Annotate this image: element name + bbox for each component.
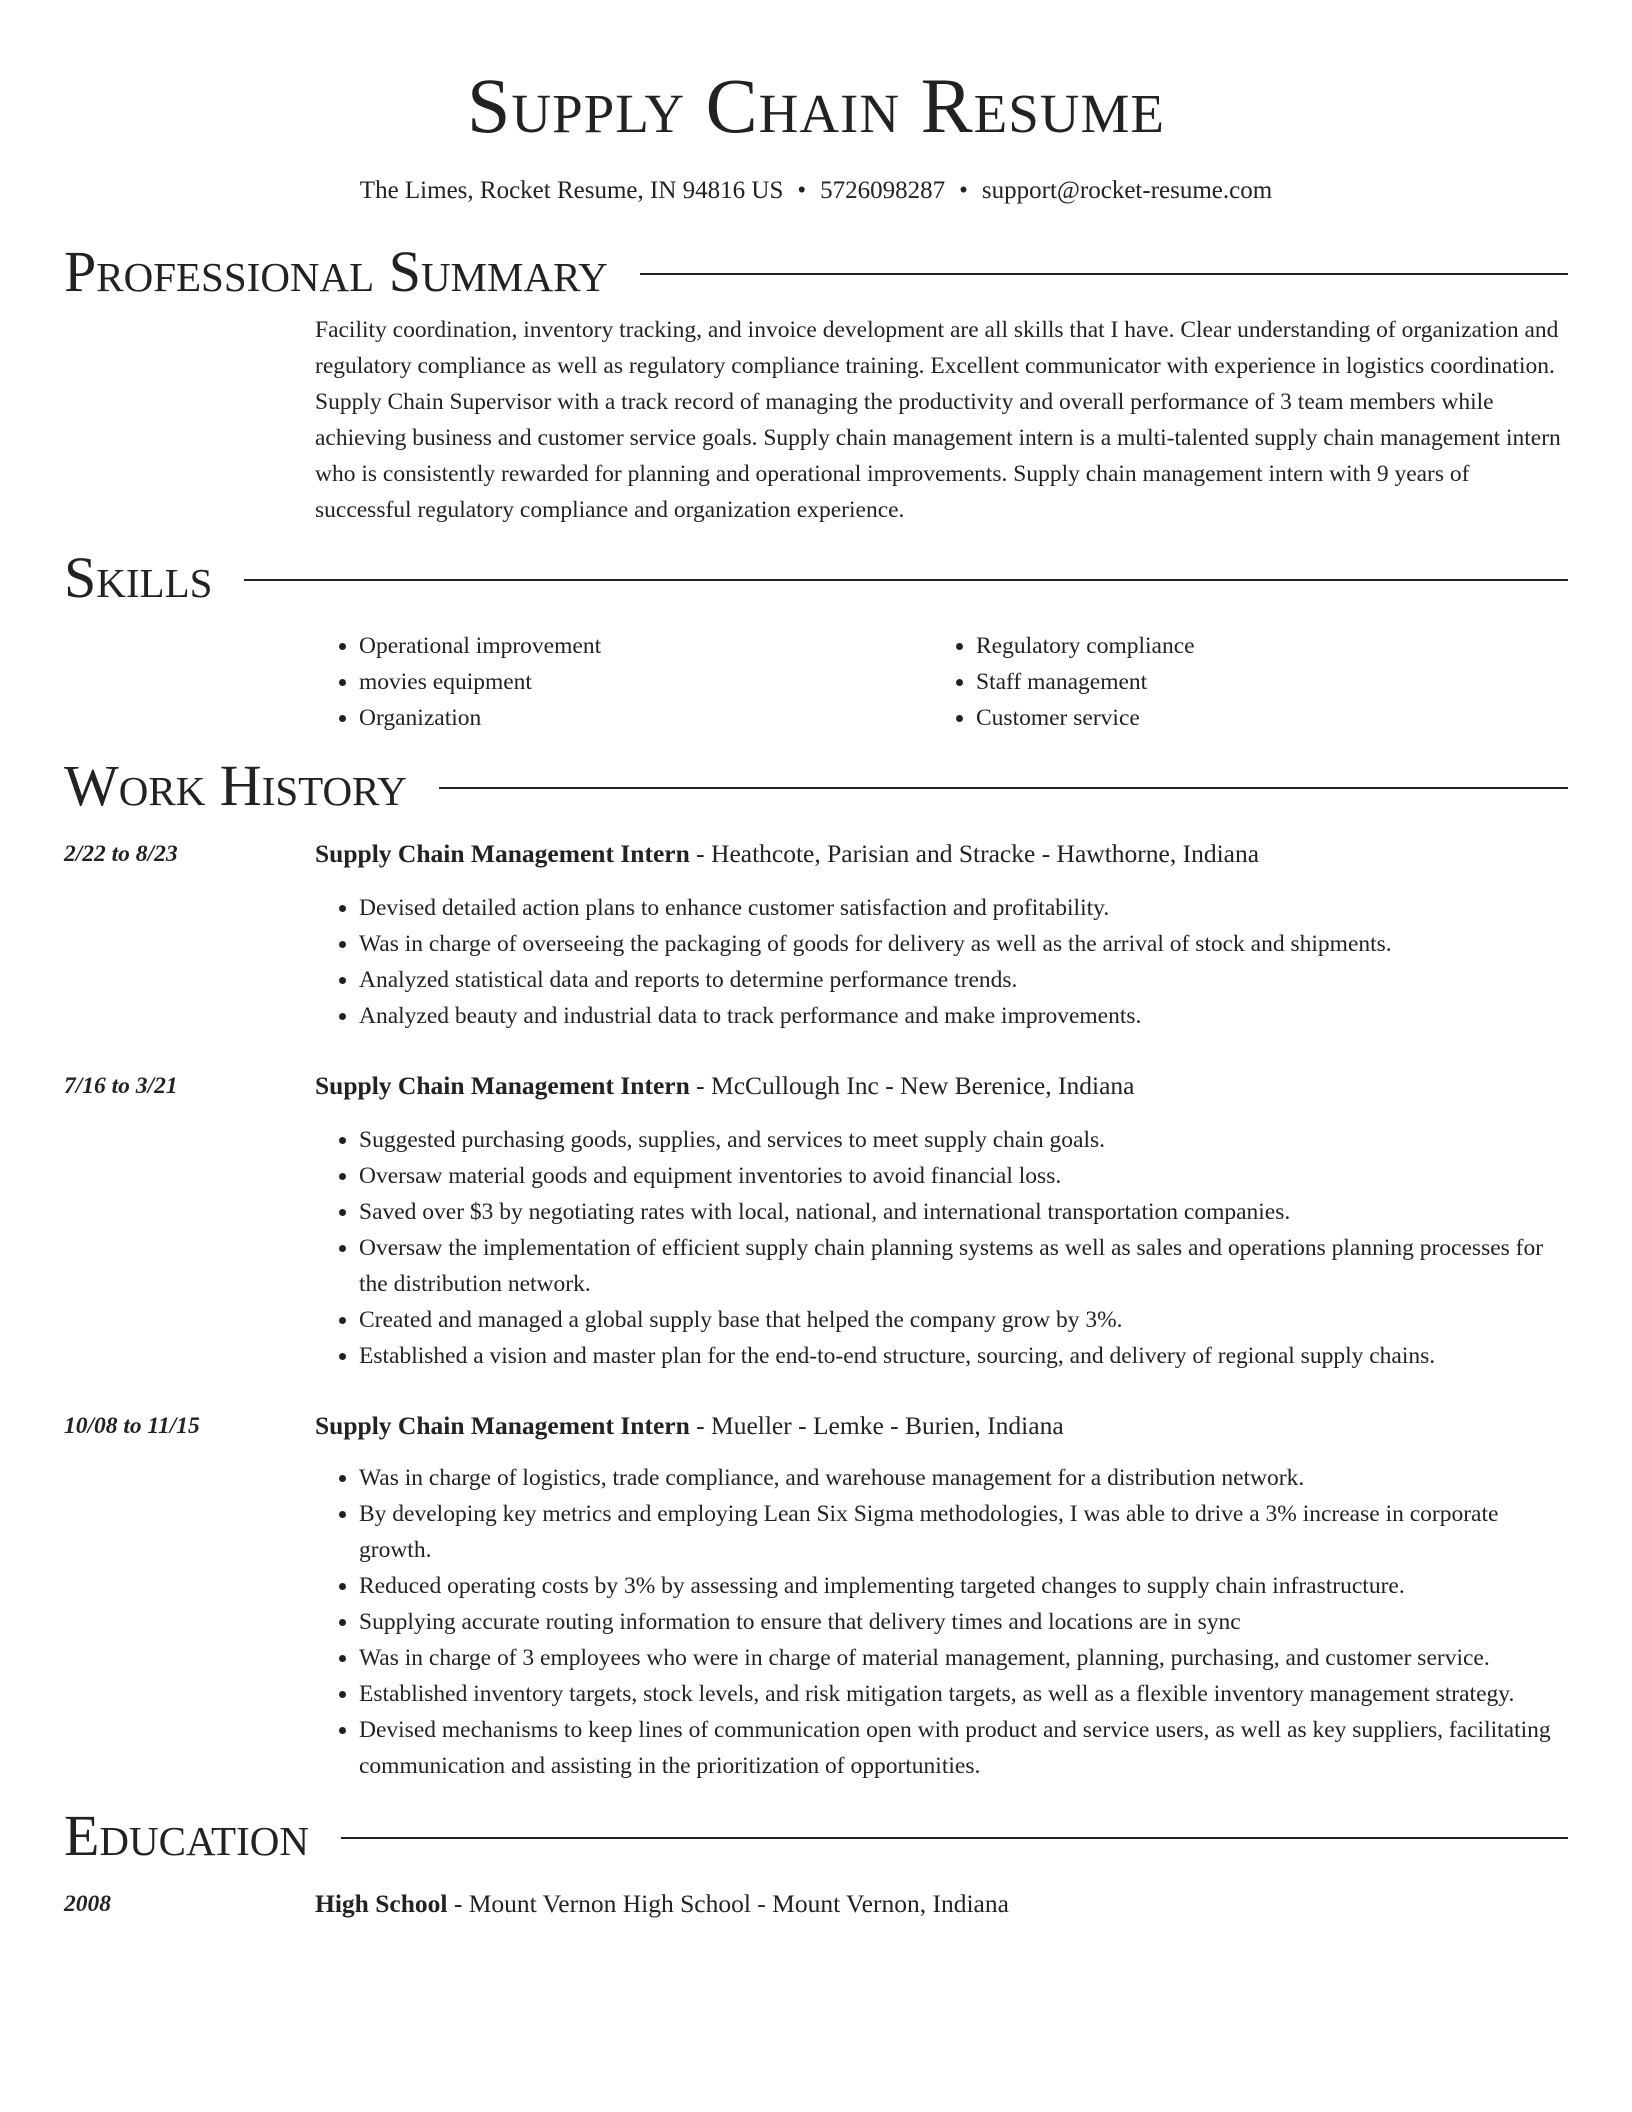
summary-body: [315, 312, 1568, 528]
work-section-header: [64, 753, 1568, 818]
job-title: Supply Chain Management Intern: [315, 1071, 690, 1100]
job-bullet: • Created and managed a global supply base that helped the company grow by 3%.: [359, 1302, 1568, 1338]
job-bullet: • Established inventory targets, stock levels, and risk mitigation targets, as well as a flexible inventory management strategy.: [359, 1676, 1568, 1712]
job-title: Supply Chain Management Intern: [315, 839, 690, 868]
job-entry: [64, 1408, 1568, 1784]
contact-address: The Limes, Rocket Resume, IN 94816 US: [359, 177, 784, 204]
job-title-line: [315, 1408, 1064, 1444]
job-bullets: [315, 1122, 1568, 1374]
education-heading: Education: [64, 1803, 309, 1868]
job-bullet: • By developing key metrics and employing Lean Six Sigma methodologies, I was able to drive a 3% increase in corporate growth.: [359, 1496, 1568, 1568]
skill-item: • Staff management: [976, 664, 1549, 700]
job-header: [64, 836, 1568, 872]
section-divider: [244, 579, 1568, 581]
job-bullet: • Oversaw the implementation of efficient supply chain planning systems as well as sales and operations planning processes for the distribution network.: [359, 1230, 1568, 1302]
job-bullet: • Devised mechanisms to keep lines of communication open with product and service users, as well as key suppliers, facilitating communication and assisting in the prioritization of opportunities.: [359, 1712, 1568, 1784]
section-divider: [640, 273, 1568, 275]
work-heading: Work History: [64, 753, 407, 818]
job-dates: 7/16 to 3/21: [64, 1073, 178, 1099]
resume-page: [64, 0, 1568, 1922]
job-entry: [64, 836, 1568, 1034]
section-divider: [341, 1837, 1568, 1839]
education-school: - Mount Vernon High School - Mount Vernon, Indiana: [447, 1889, 1009, 1918]
education-header: [64, 1886, 1568, 1922]
job-bullet: • Suggested purchasing goods, supplies, and services to meet supply chain goals.: [359, 1122, 1568, 1158]
contact-separator: •: [959, 177, 968, 204]
skills-column-left: [315, 628, 932, 736]
job-bullet: • Oversaw material goods and equipment inventories to avoid financial loss.: [359, 1158, 1568, 1194]
education-degree: High School: [315, 1889, 448, 1918]
job-title-line: [315, 1068, 1134, 1104]
summary-heading: Professional Summary: [64, 239, 608, 304]
job-company: - Heathcote, Parisian and Stracke - Hawthorne, Indiana: [689, 839, 1260, 868]
skill-item: • movies equipment: [359, 664, 932, 700]
skills-section-header: [64, 545, 1568, 610]
contact-email: support@rocket-resume.com: [981, 177, 1273, 204]
job-title: Supply Chain Management Intern: [315, 1411, 690, 1440]
education-section-header: [64, 1803, 1568, 1868]
job-bullet: • Devised detailed action plans to enhance customer satisfaction and profitability.: [359, 890, 1568, 926]
job-dates: 2/22 to 8/23: [64, 841, 178, 867]
job-company: - Mueller - Lemke - Burien, Indiana: [689, 1411, 1064, 1440]
job-bullet: • Analyzed statistical data and reports to determine performance trends.: [359, 962, 1568, 998]
job-bullet: • Was in charge of logistics, trade compliance, and warehouse management for a distribution network.: [359, 1460, 1568, 1496]
job-dates: 10/08 to 11/15: [64, 1413, 200, 1439]
skill-item: • Regulatory compliance: [976, 628, 1549, 664]
job-bullets: [315, 1460, 1568, 1784]
skill-item: • Organization: [359, 700, 932, 736]
job-bullet: • Was in charge of overseeing the packaging of goods for delivery as well as the arrival of stock and shipments.: [359, 926, 1568, 962]
job-title-line: [315, 836, 1259, 872]
contact-separator: •: [797, 177, 807, 204]
education-entry: [64, 1886, 1568, 1922]
job-header: [64, 1408, 1568, 1444]
job-bullet: • Established a vision and master plan for the end-to-end structure, sourcing, and delivery of regional supply chains.: [359, 1338, 1568, 1374]
job-bullet: • Saved over $3 by negotiating rates with local, national, and international transportation companies.: [359, 1194, 1568, 1230]
job-bullet: • Reduced operating costs by 3% by assessing and implementing targeted changes to supply chain infrastructure.: [359, 1568, 1568, 1604]
job-header: [64, 1068, 1568, 1104]
job-company: - McCullough Inc - New Berenice, Indiana: [689, 1071, 1135, 1100]
contact-phone: 5726098287: [820, 177, 946, 204]
skill-item: • Operational improvement: [359, 628, 932, 664]
skills-list: [315, 628, 1568, 736]
contact-line: [64, 176, 1568, 206]
job-bullets: [315, 890, 1568, 1034]
skill-item: • Customer service: [976, 700, 1549, 736]
job-bullet: • Supplying accurate routing information to ensure that delivery times and locations are in sync: [359, 1604, 1568, 1640]
education-year: 2008: [64, 1891, 111, 1917]
summary-text: Facility coordination, inventory tracking, and invoice development are all skills that I have. Clear understanding of organization and regulatory compliance as well as regulatory compliance training. Excellent communicator with experience in logistics coordination. Supply Chain Supervisor with a track record of managing the productivity and overall performance of 3 team members while achieving business and customer service goals. Supply chain management intern is a multi-talented supply chain management intern who is consistently rewarded for planning and operational improvements. Supply chain management intern with 9 years of successful regulatory compliance and organization experience.: [315, 317, 1561, 523]
job-bullet: • Was in charge of 3 employees who were in charge of material management, planning, purchasing, and customer service.: [359, 1640, 1568, 1676]
candidate-name: Supply Chain Resume: [466, 62, 1165, 149]
job-entry: [64, 1068, 1568, 1374]
section-divider: [439, 787, 1568, 789]
summary-section-header: [64, 239, 1568, 304]
education-line: [315, 1886, 1009, 1922]
job-bullet: • Analyzed beauty and industrial data to track performance and make improvements.: [359, 998, 1568, 1034]
skills-heading: Skills: [64, 545, 213, 610]
skills-column-right: [932, 628, 1549, 736]
